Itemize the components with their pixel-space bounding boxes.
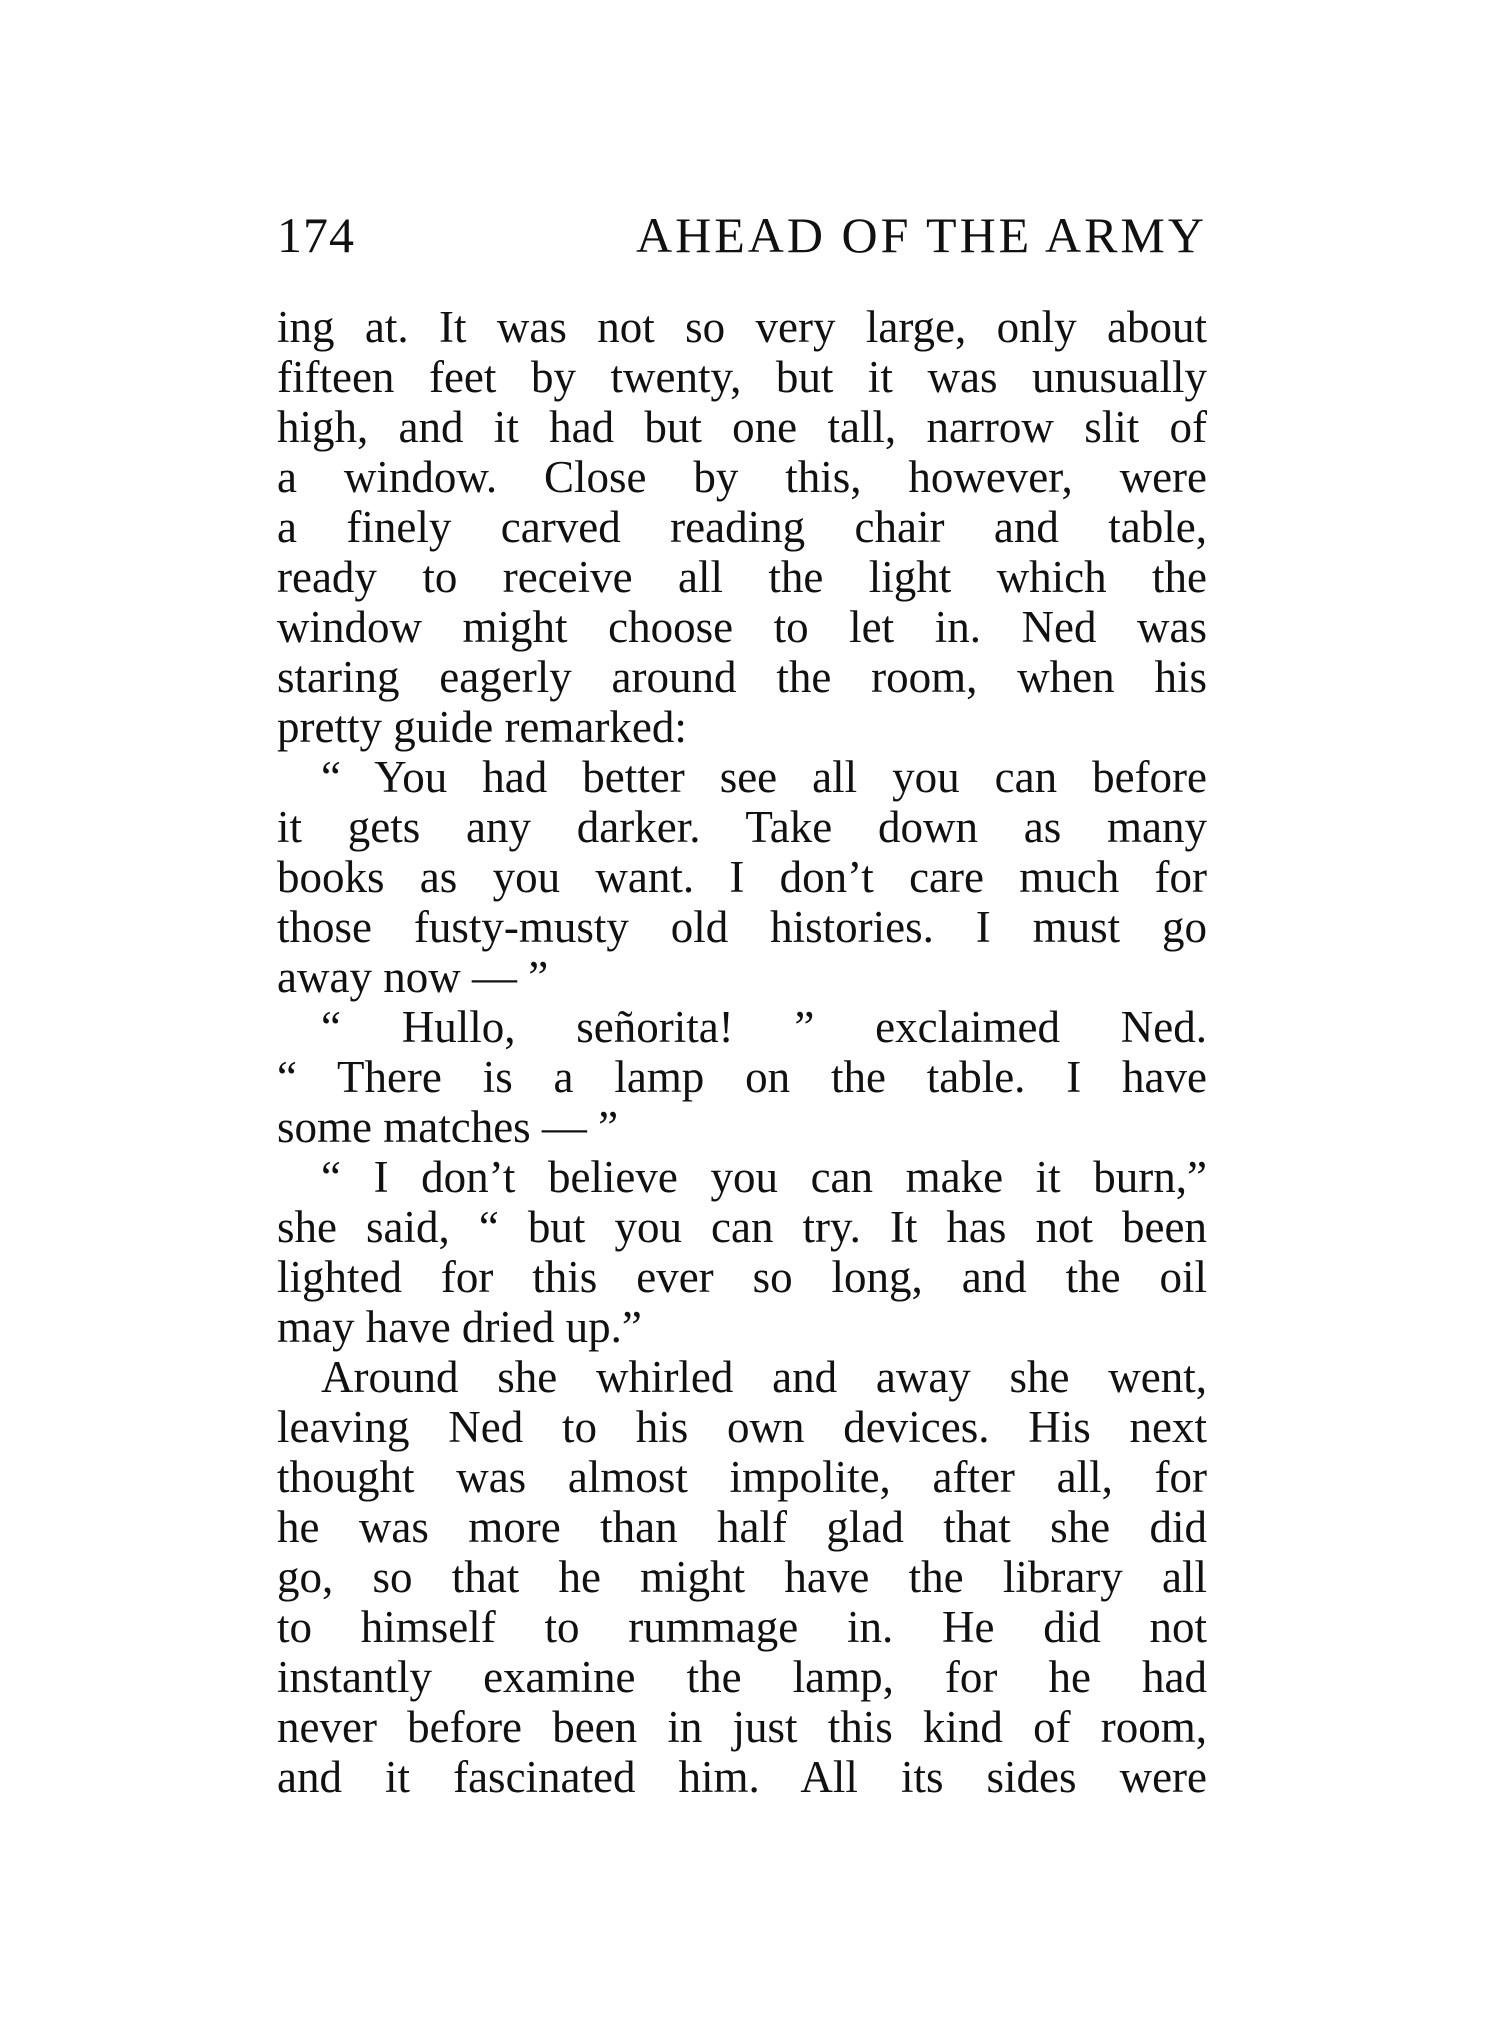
text-line: fifteen feet by twenty, but it was unusually xyxy=(277,352,1207,402)
text-line: window might choose to let in. Ned was xyxy=(277,602,1207,652)
text-line: staring eagerly around the room, when his xyxy=(277,652,1207,702)
text-line: those fusty-musty old histories. I must go xyxy=(277,902,1207,952)
text-line: instantly examine the lamp, for he had xyxy=(277,1652,1207,1702)
text-line: “ I don’t believe you can make it burn,” xyxy=(321,1152,1207,1202)
text-line: “ There is a lamp on the table. I have xyxy=(277,1052,1207,1102)
text-line: she said, “ but you can try. It has not been xyxy=(277,1202,1207,1252)
running-title: AHEAD OF THE ARMY xyxy=(636,207,1207,263)
body-text xyxy=(277,302,1207,1802)
text-line: may have dried up.” xyxy=(277,1302,642,1352)
page-number: 174 xyxy=(277,207,355,263)
text-line: he was more than half glad that she did xyxy=(277,1502,1207,1552)
text-line: “ You had better see all you can before xyxy=(321,752,1207,802)
text-line: “ Hullo, señorita! ” exclaimed Ned. xyxy=(321,1002,1207,1052)
text-line: never before been in just this kind of room, xyxy=(277,1702,1207,1752)
text-line: ready to receive all the light which the xyxy=(277,552,1207,602)
text-line: it gets any darker. Take down as many xyxy=(277,802,1207,852)
text-line: a window. Close by this, however, were xyxy=(277,452,1207,502)
text-line: thought was almost impolite, after all, for xyxy=(277,1452,1207,1502)
text-line: a finely carved reading chair and table, xyxy=(277,502,1207,552)
text-line: go, so that he might have the library all xyxy=(277,1552,1207,1602)
text-line: to himself to rummage in. He did not xyxy=(277,1602,1207,1652)
text-line: pretty guide remarked: xyxy=(277,702,687,752)
text-line: some matches — ” xyxy=(277,1102,619,1152)
text-line: high, and it had but one tall, narrow slit of xyxy=(277,402,1207,452)
text-line: and it fascinated him. All its sides were xyxy=(277,1752,1207,1802)
text-line: lighted for this ever so long, and the oil xyxy=(277,1252,1207,1302)
text-line: away now — ” xyxy=(277,952,549,1002)
page-header xyxy=(277,200,1207,270)
text-line: leaving Ned to his own devices. His next xyxy=(277,1402,1207,1452)
text-line: ing at. It was not so very large, only about xyxy=(277,302,1207,352)
text-line: books as you want. I don’t care much for xyxy=(277,852,1207,902)
text-line: Around she whirled and away she went, xyxy=(321,1352,1207,1402)
